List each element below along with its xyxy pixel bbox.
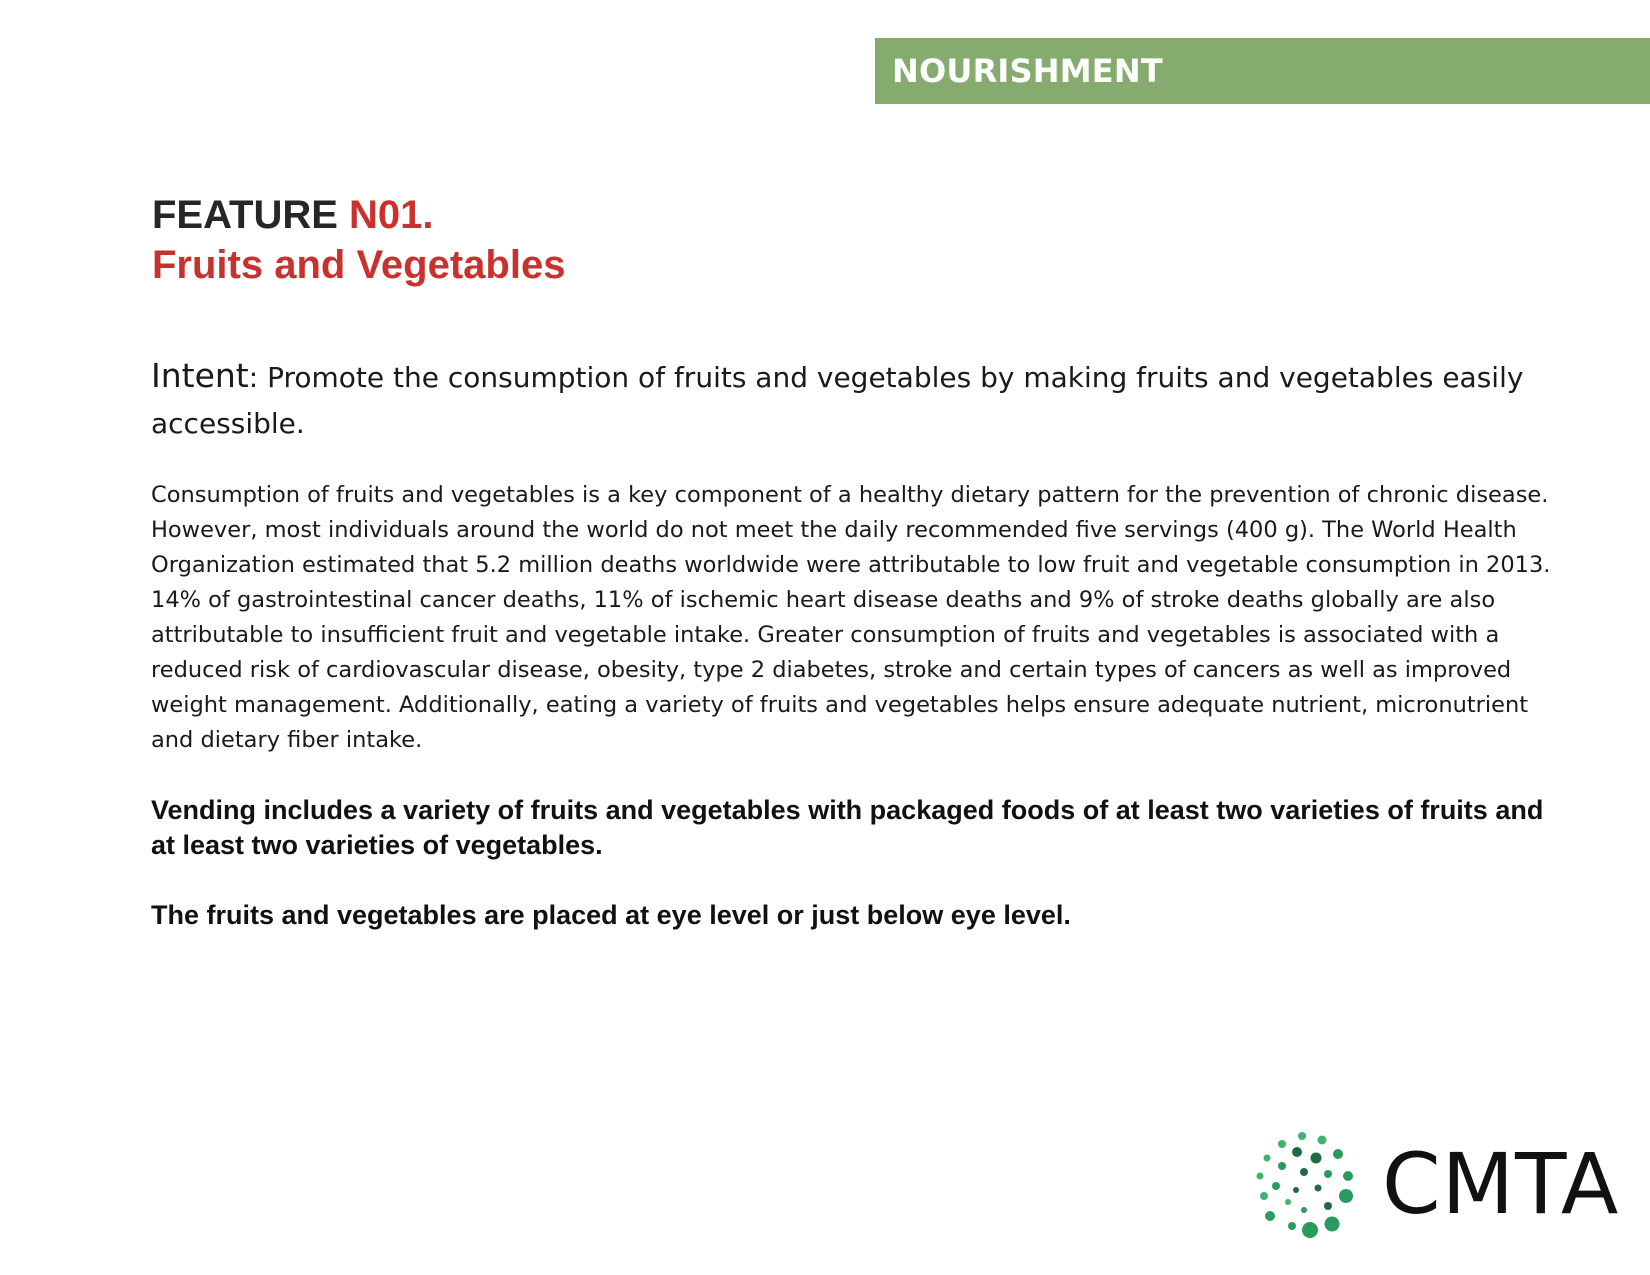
feature-code: N01. [349,193,434,237]
section-label: NOURISHMENT [892,52,1163,90]
section-banner [875,38,1650,104]
body-paragraph: Consumption of fruits and vegetables is a key component of a healthy dietary pattern for the prevention of chronic disease. However, most individuals around the world do not meet the daily recommended five servings (400 g). The World Health Organization estimated that 5.2 million deaths worldwide were attributable to low fruit and vegetable consumption in 2013. 14% of gastrointestinal cancer deaths, 11% of ischemic heart disease deaths and 9% of stroke deaths globally are also attributable to insufficient fruit and vegetable intake. Greater consumption of fruits and vegetables is associated with a reduced risk of cardiovascular disease, obesity, type 2 diabetes, stroke and certain types of cancers as well as improved weight management. Additionally, eating a variety of fruits and vegetables helps ensure adequate nutrient, micronutrient and dietary fiber intake. [151,482,1551,753]
logo-wordmark: CMTA [1382,1135,1620,1233]
intent-label: Intent [151,356,249,395]
feature-title: Fruits and Vegetables [152,243,566,287]
intent-text: Promote the consumption of fruits and vegetables by making fruits and vegetables easily accessible. [151,361,1524,440]
feature-heading [152,190,434,240]
feature-prefix: FEATURE [152,193,338,237]
intent-statement [151,353,1551,447]
dot-cluster-icon [1252,1130,1362,1240]
cmta-logo [1252,1130,1632,1240]
requirement-vending-variety: Vending includes a variety of fruits and vegetables with packaged foods of at least two varieties of fruits and at least two varieties of vegetables. [151,795,1544,860]
intent-colon: : [248,361,259,394]
requirement-eye-level: The fruits and vegetables are placed at eye level or just below eye level. [151,900,1071,930]
